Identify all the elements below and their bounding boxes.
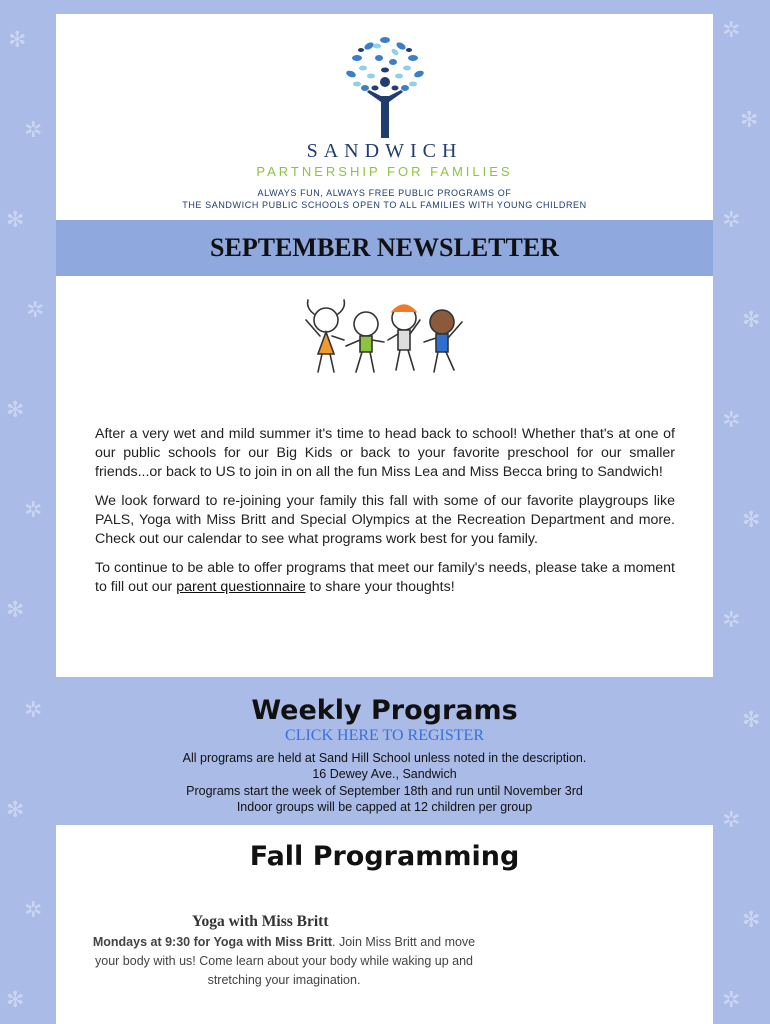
flake-icon: ✲ xyxy=(24,118,43,143)
flake-icon: ✻ xyxy=(742,308,761,333)
newsletter-banner xyxy=(56,220,713,276)
flake-icon: ✻ xyxy=(6,598,25,623)
program-info xyxy=(56,750,713,815)
program-schedule: Mondays at 9:30 for Yoga with Miss Britt xyxy=(92,935,333,949)
flake-icon: ✻ xyxy=(742,708,761,733)
newsletter xyxy=(56,14,713,1024)
program-info-line: Indoor groups will be capped at 12 children per group xyxy=(236,799,533,814)
header xyxy=(56,14,713,220)
flake-icon: ✻ xyxy=(742,908,761,933)
brand-tagline: THE SANDWICH PUBLIC SCHOOLS OPEN TO ALL FAMILIES WITH YOUNG CHILDREN xyxy=(182,200,587,210)
children-illustration-icon xyxy=(302,296,468,392)
flake-icon: ✲ xyxy=(24,698,43,723)
flake-icon: ✻ xyxy=(6,208,25,233)
program-description-text: . Join Miss Britt and move your body with us! Come learn about your body while waking up and stretching your imagination. xyxy=(95,935,476,987)
flake-icon: ✻ xyxy=(742,508,761,533)
page-title: SEPTEMBER NEWSLETTER xyxy=(210,233,559,262)
program-info-line: Programs start the week of September 18th and run until November 3rd xyxy=(186,783,583,798)
questionnaire-text: To continue to be able to offer programs that meet our family's needs, please take a moment to fill out our xyxy=(95,560,675,595)
flake-icon: ✲ xyxy=(24,898,43,923)
weekly-programs-section xyxy=(56,677,713,825)
flake-icon: ✻ xyxy=(8,28,27,53)
flake-icon: ✲ xyxy=(24,498,43,523)
flake-icon: ✲ xyxy=(722,408,741,433)
flake-icon: ✲ xyxy=(722,808,741,833)
questionnaire-text: to share your thoughts! xyxy=(305,579,455,595)
parent-questionnaire-link[interactable]: parent questionnaire xyxy=(176,579,306,595)
program-description xyxy=(92,933,476,990)
flake-icon: ✲ xyxy=(722,608,741,633)
fall-programming-section xyxy=(56,825,713,1024)
brand-name: SANDWICH xyxy=(306,140,463,162)
brand-subtitle: PARTNERSHIP FOR FAMILIES xyxy=(256,164,513,179)
program-title: Yoga with Miss Britt xyxy=(192,913,329,930)
register-link[interactable]: CLICK HERE TO REGISTER xyxy=(285,727,484,744)
intro-paragraph: After a very wet and mild summer it's time to head back to school! Whether that's at one of our public schools for our Big Kids or back to your favorite preschool for our smaller friends...or back to US to join in on all the fun Miss Lea and Miss Becca bring to Sandwich! xyxy=(95,426,675,480)
flake-icon: ✲ xyxy=(26,298,45,323)
intro-paragraph: We look forward to re-joining your family this fall with some of our favorite playgroups like PALS, Yoga with Miss Britt and Special Olympics at the Recreation Department and more. Check out our calendar to see what programs work best for you family. xyxy=(95,493,675,547)
flake-icon: ✲ xyxy=(722,208,741,233)
flake-icon: ✲ xyxy=(722,18,741,43)
intro-text xyxy=(95,425,675,607)
program-info-line: 16 Dewey Ave., Sandwich xyxy=(312,767,457,782)
fall-programming-title: Fall Programming xyxy=(249,841,520,872)
flake-icon: ✻ xyxy=(6,398,25,423)
program-info-line: All programs are held at Sand Hill School unless noted in the description. xyxy=(182,751,587,765)
brand-tagline: ALWAYS FUN, ALWAYS FREE PUBLIC PROGRAMS OF xyxy=(257,188,512,198)
flake-icon: ✲ xyxy=(722,988,741,1013)
flake-icon: ✻ xyxy=(6,988,25,1013)
intro-paragraph xyxy=(95,559,675,597)
intro-section xyxy=(56,276,713,677)
weekly-programs-title: Weekly Programs xyxy=(251,695,518,726)
flake-icon: ✻ xyxy=(6,798,25,823)
flake-icon: ✻ xyxy=(740,108,759,133)
tree-logo-icon xyxy=(335,32,435,140)
